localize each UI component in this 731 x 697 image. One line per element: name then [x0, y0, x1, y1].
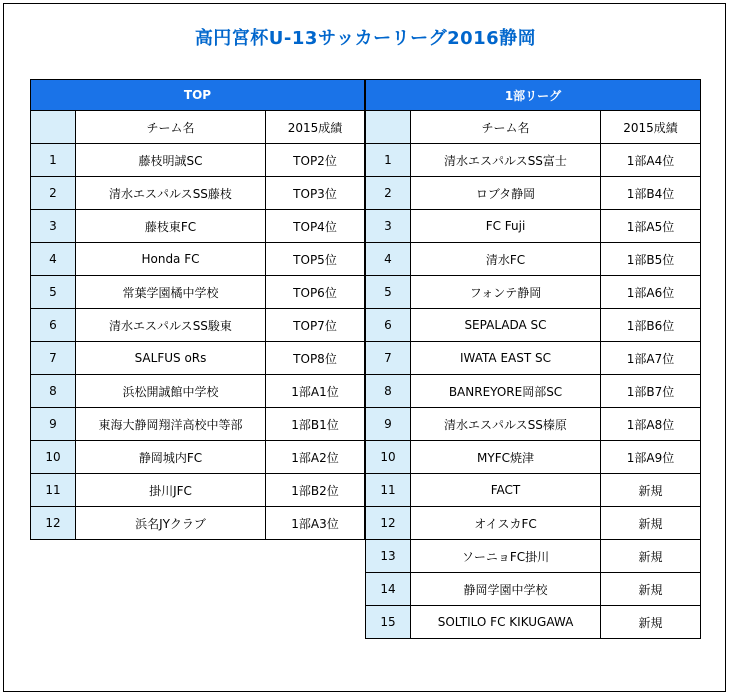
row-number: 10 [366, 441, 411, 474]
team-name: 清水エスパルスSS藤枝 [76, 177, 266, 210]
team-name: BANREYORE岡部SC [411, 375, 601, 408]
team-name: 静岡城内FC [76, 441, 266, 474]
team-name: SEPALADA SC [411, 309, 601, 342]
previous-result: TOP8位 [266, 342, 365, 375]
row-number: 8 [366, 375, 411, 408]
row-number: 9 [366, 408, 411, 441]
team-name: FC Fuji [411, 210, 601, 243]
previous-result: TOP4位 [266, 210, 365, 243]
table-row [366, 606, 701, 639]
row-number: 11 [31, 474, 76, 507]
previous-result: 新規 [601, 474, 701, 507]
table-row [366, 573, 701, 606]
row-number: 6 [31, 309, 76, 342]
team-name: FACT [411, 474, 601, 507]
row-number: 3 [31, 210, 76, 243]
row-number: 2 [366, 177, 411, 210]
table-row [31, 408, 365, 441]
number-column-header [366, 111, 411, 144]
row-number: 5 [31, 276, 76, 309]
row-number: 7 [366, 342, 411, 375]
table-row [31, 177, 365, 210]
table-row [31, 210, 365, 243]
result-column-header: 2015成績 [601, 111, 701, 144]
table-row [366, 408, 701, 441]
table-row [366, 375, 701, 408]
div1-league-table [365, 79, 701, 639]
previous-result: TOP7位 [266, 309, 365, 342]
row-number: 11 [366, 474, 411, 507]
row-number: 4 [366, 243, 411, 276]
table-row [31, 507, 365, 540]
team-name: 浜松開誠館中学校 [76, 375, 266, 408]
team-name: SALFUS oRs [76, 342, 266, 375]
row-number: 4 [31, 243, 76, 276]
team-name: 藤枝東FC [76, 210, 266, 243]
table-row [366, 507, 701, 540]
team-name: フォンテ静岡 [411, 276, 601, 309]
table-row [31, 375, 365, 408]
team-name: 浜名JYクラブ [76, 507, 266, 540]
table-row [366, 441, 701, 474]
team-name: IWATA EAST SC [411, 342, 601, 375]
previous-result: 1部A6位 [601, 276, 701, 309]
team-name: 清水FC [411, 243, 601, 276]
table-row [366, 210, 701, 243]
previous-result: 1部A5位 [601, 210, 701, 243]
previous-result: 1部A2位 [266, 441, 365, 474]
row-number: 13 [366, 540, 411, 573]
team-column-header: チーム名 [76, 111, 266, 144]
team-name: 常葉学園橘中学校 [76, 276, 266, 309]
number-column-header [31, 111, 76, 144]
table-row [366, 243, 701, 276]
table-row [366, 342, 701, 375]
previous-result: 新規 [601, 573, 701, 606]
table-row [31, 309, 365, 342]
div1-league-table-body [366, 80, 701, 639]
previous-result: 新規 [601, 507, 701, 540]
previous-result: TOP6位 [266, 276, 365, 309]
row-number: 12 [366, 507, 411, 540]
row-number: 8 [31, 375, 76, 408]
team-name: ロブタ静岡 [411, 177, 601, 210]
top-league-table-body [31, 80, 365, 540]
team-column-header: チーム名 [411, 111, 601, 144]
table-row [31, 342, 365, 375]
team-name: 清水エスパルスSS駿東 [76, 309, 266, 342]
previous-result: 1部A7位 [601, 342, 701, 375]
previous-result: 1部A8位 [601, 408, 701, 441]
div1-league-column-header-row [366, 111, 701, 144]
previous-result: 1部A3位 [266, 507, 365, 540]
team-name: SOLTILO FC KIKUGAWA [411, 606, 601, 639]
table-row [31, 243, 365, 276]
team-name: 掛川JFC [76, 474, 266, 507]
previous-result: TOP2位 [266, 144, 365, 177]
result-column-header: 2015成績 [266, 111, 365, 144]
previous-result: 新規 [601, 540, 701, 573]
table-row [31, 441, 365, 474]
team-name: 静岡学園中学校 [411, 573, 601, 606]
table-row [366, 177, 701, 210]
table-row [366, 474, 701, 507]
div1-league-header-row [366, 80, 701, 111]
team-name: Honda FC [76, 243, 266, 276]
team-name: オイスカFC [411, 507, 601, 540]
row-number: 15 [366, 606, 411, 639]
team-name: 清水エスパルスSS榛原 [411, 408, 601, 441]
row-number: 7 [31, 342, 76, 375]
team-name: ソーニョFC掛川 [411, 540, 601, 573]
previous-result: 新規 [601, 606, 701, 639]
top-league-header: TOP [31, 80, 365, 111]
previous-result: 1部B7位 [601, 375, 701, 408]
table-row [31, 474, 365, 507]
table-row [366, 309, 701, 342]
table-row [31, 144, 365, 177]
table-row [31, 276, 365, 309]
row-number: 2 [31, 177, 76, 210]
table-row [366, 540, 701, 573]
page-title: 高円宮杯U-13サッカーリーグ2016静岡 [194, 28, 537, 49]
previous-result: TOP5位 [266, 243, 365, 276]
previous-result: 1部B6位 [601, 309, 701, 342]
top-league-header-row [31, 80, 365, 111]
previous-result: 1部B2位 [266, 474, 365, 507]
top-league-table [30, 79, 365, 540]
previous-result: 1部A4位 [601, 144, 701, 177]
row-number: 6 [366, 309, 411, 342]
previous-result: TOP3位 [266, 177, 365, 210]
team-name: 藤枝明誠SC [76, 144, 266, 177]
row-number: 14 [366, 573, 411, 606]
table-row [366, 276, 701, 309]
previous-result: 1部B5位 [601, 243, 701, 276]
row-number: 1 [366, 144, 411, 177]
row-number: 10 [31, 441, 76, 474]
row-number: 5 [366, 276, 411, 309]
team-name: 清水エスパルスSS富士 [411, 144, 601, 177]
previous-result: 1部A9位 [601, 441, 701, 474]
row-number: 12 [31, 507, 76, 540]
previous-result: 1部A1位 [266, 375, 365, 408]
row-number: 1 [31, 144, 76, 177]
row-number: 9 [31, 408, 76, 441]
previous-result: 1部B4位 [601, 177, 701, 210]
div1-league-header: 1部リーグ [366, 80, 701, 111]
table-row [366, 144, 701, 177]
team-name: 東海大静岡翔洋高校中等部 [76, 408, 266, 441]
previous-result: 1部B1位 [266, 408, 365, 441]
team-name: MYFC焼津 [411, 441, 601, 474]
top-league-column-header-row [31, 111, 365, 144]
row-number: 3 [366, 210, 411, 243]
